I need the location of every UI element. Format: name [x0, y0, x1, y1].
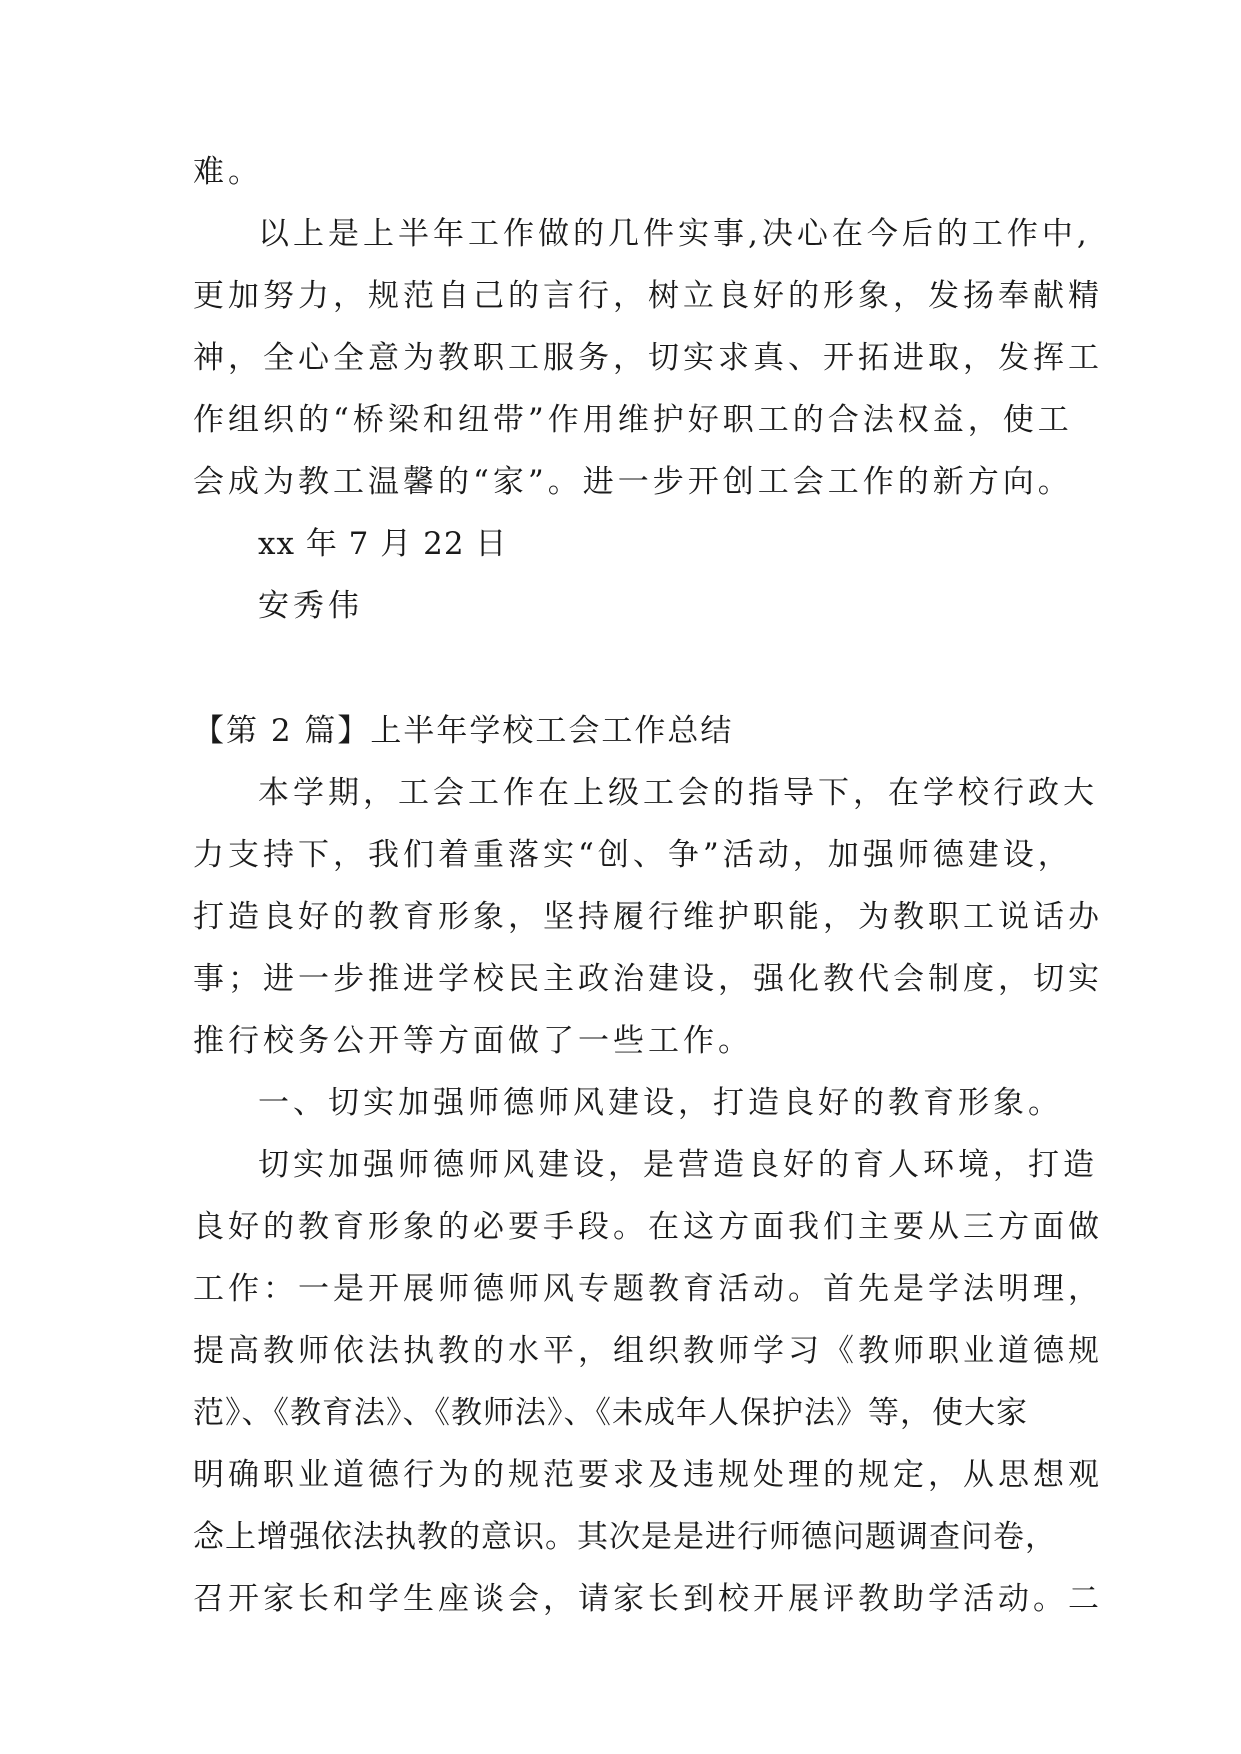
text-line-23: 召开家长和学生座谈会，请家长到校开展评教助学活动。二 — [193, 1581, 1103, 1617]
text-line-6: 会成为教工温馨的“家”。进一步开创工会工作的新方向。 — [193, 464, 1073, 500]
text-line-17: 良好的教育形象的必要手段。在这方面我们主要从三方面做 — [193, 1209, 1103, 1245]
section-heading: 【第 2 篇】上半年学校工会工作总结 — [193, 713, 734, 749]
author-name: 安秀伟 — [258, 588, 363, 624]
text-line-19: 提高教师依法执教的水平，组织教师学习《教师职业道德规 — [193, 1333, 1103, 1369]
text-line-11: 力支持下，我们着重落实“创、争”活动，加强师德建设， — [193, 837, 1073, 873]
text-line-10: 本学期，工会工作在上级工会的指导下，在学校行政大 — [258, 775, 1098, 811]
text-line-14: 推行校务公开等方面做了一些工作。 — [193, 1023, 753, 1059]
text-line-1: 难。 — [193, 154, 263, 190]
date-line: xx 年 7 月 22 日 — [258, 526, 508, 562]
text-line-3: 更加努力，规范自己的言行，树立良好的形象，发扬奉献精 — [193, 278, 1103, 314]
text-line-21: 明确职业道德行为的规范要求及违规处理的规定，从思想观 — [193, 1457, 1103, 1493]
text-line-20: 范》、《教育法》、《教师法》、《未成年人保护法》等，使大家 — [193, 1395, 1028, 1431]
text-line-12: 打造良好的教育形象，坚持履行维护职能，为教职工说话办 — [193, 899, 1103, 935]
text-line-22: 念上增强依法执教的意识。其次是是进行师德问题调查问卷， — [193, 1519, 1057, 1555]
text-line-2: 以上是上半年工作做的几件实事,决心在今后的工作中, — [258, 216, 1091, 252]
text-line-13: 事；进一步推进学校民主政治建设，强化教代会制度，切实 — [193, 961, 1103, 997]
text-line-16: 切实加强师德师风建设，是营造良好的育人环境，打造 — [258, 1147, 1098, 1183]
subheading-1: 一、切实加强师德师风建设，打造良好的教育形象。 — [258, 1085, 1063, 1121]
text-line-4: 神，全心全意为教职工服务，切实求真、开拓进取，发挥工 — [193, 340, 1103, 376]
text-line-18: 工作：一是开展师德师风专题教育活动。首先是学法明理， — [193, 1271, 1103, 1307]
text-line-5: 作组织的“桥梁和纽带”作用维护好职工的合法权益，使工 — [193, 402, 1073, 438]
